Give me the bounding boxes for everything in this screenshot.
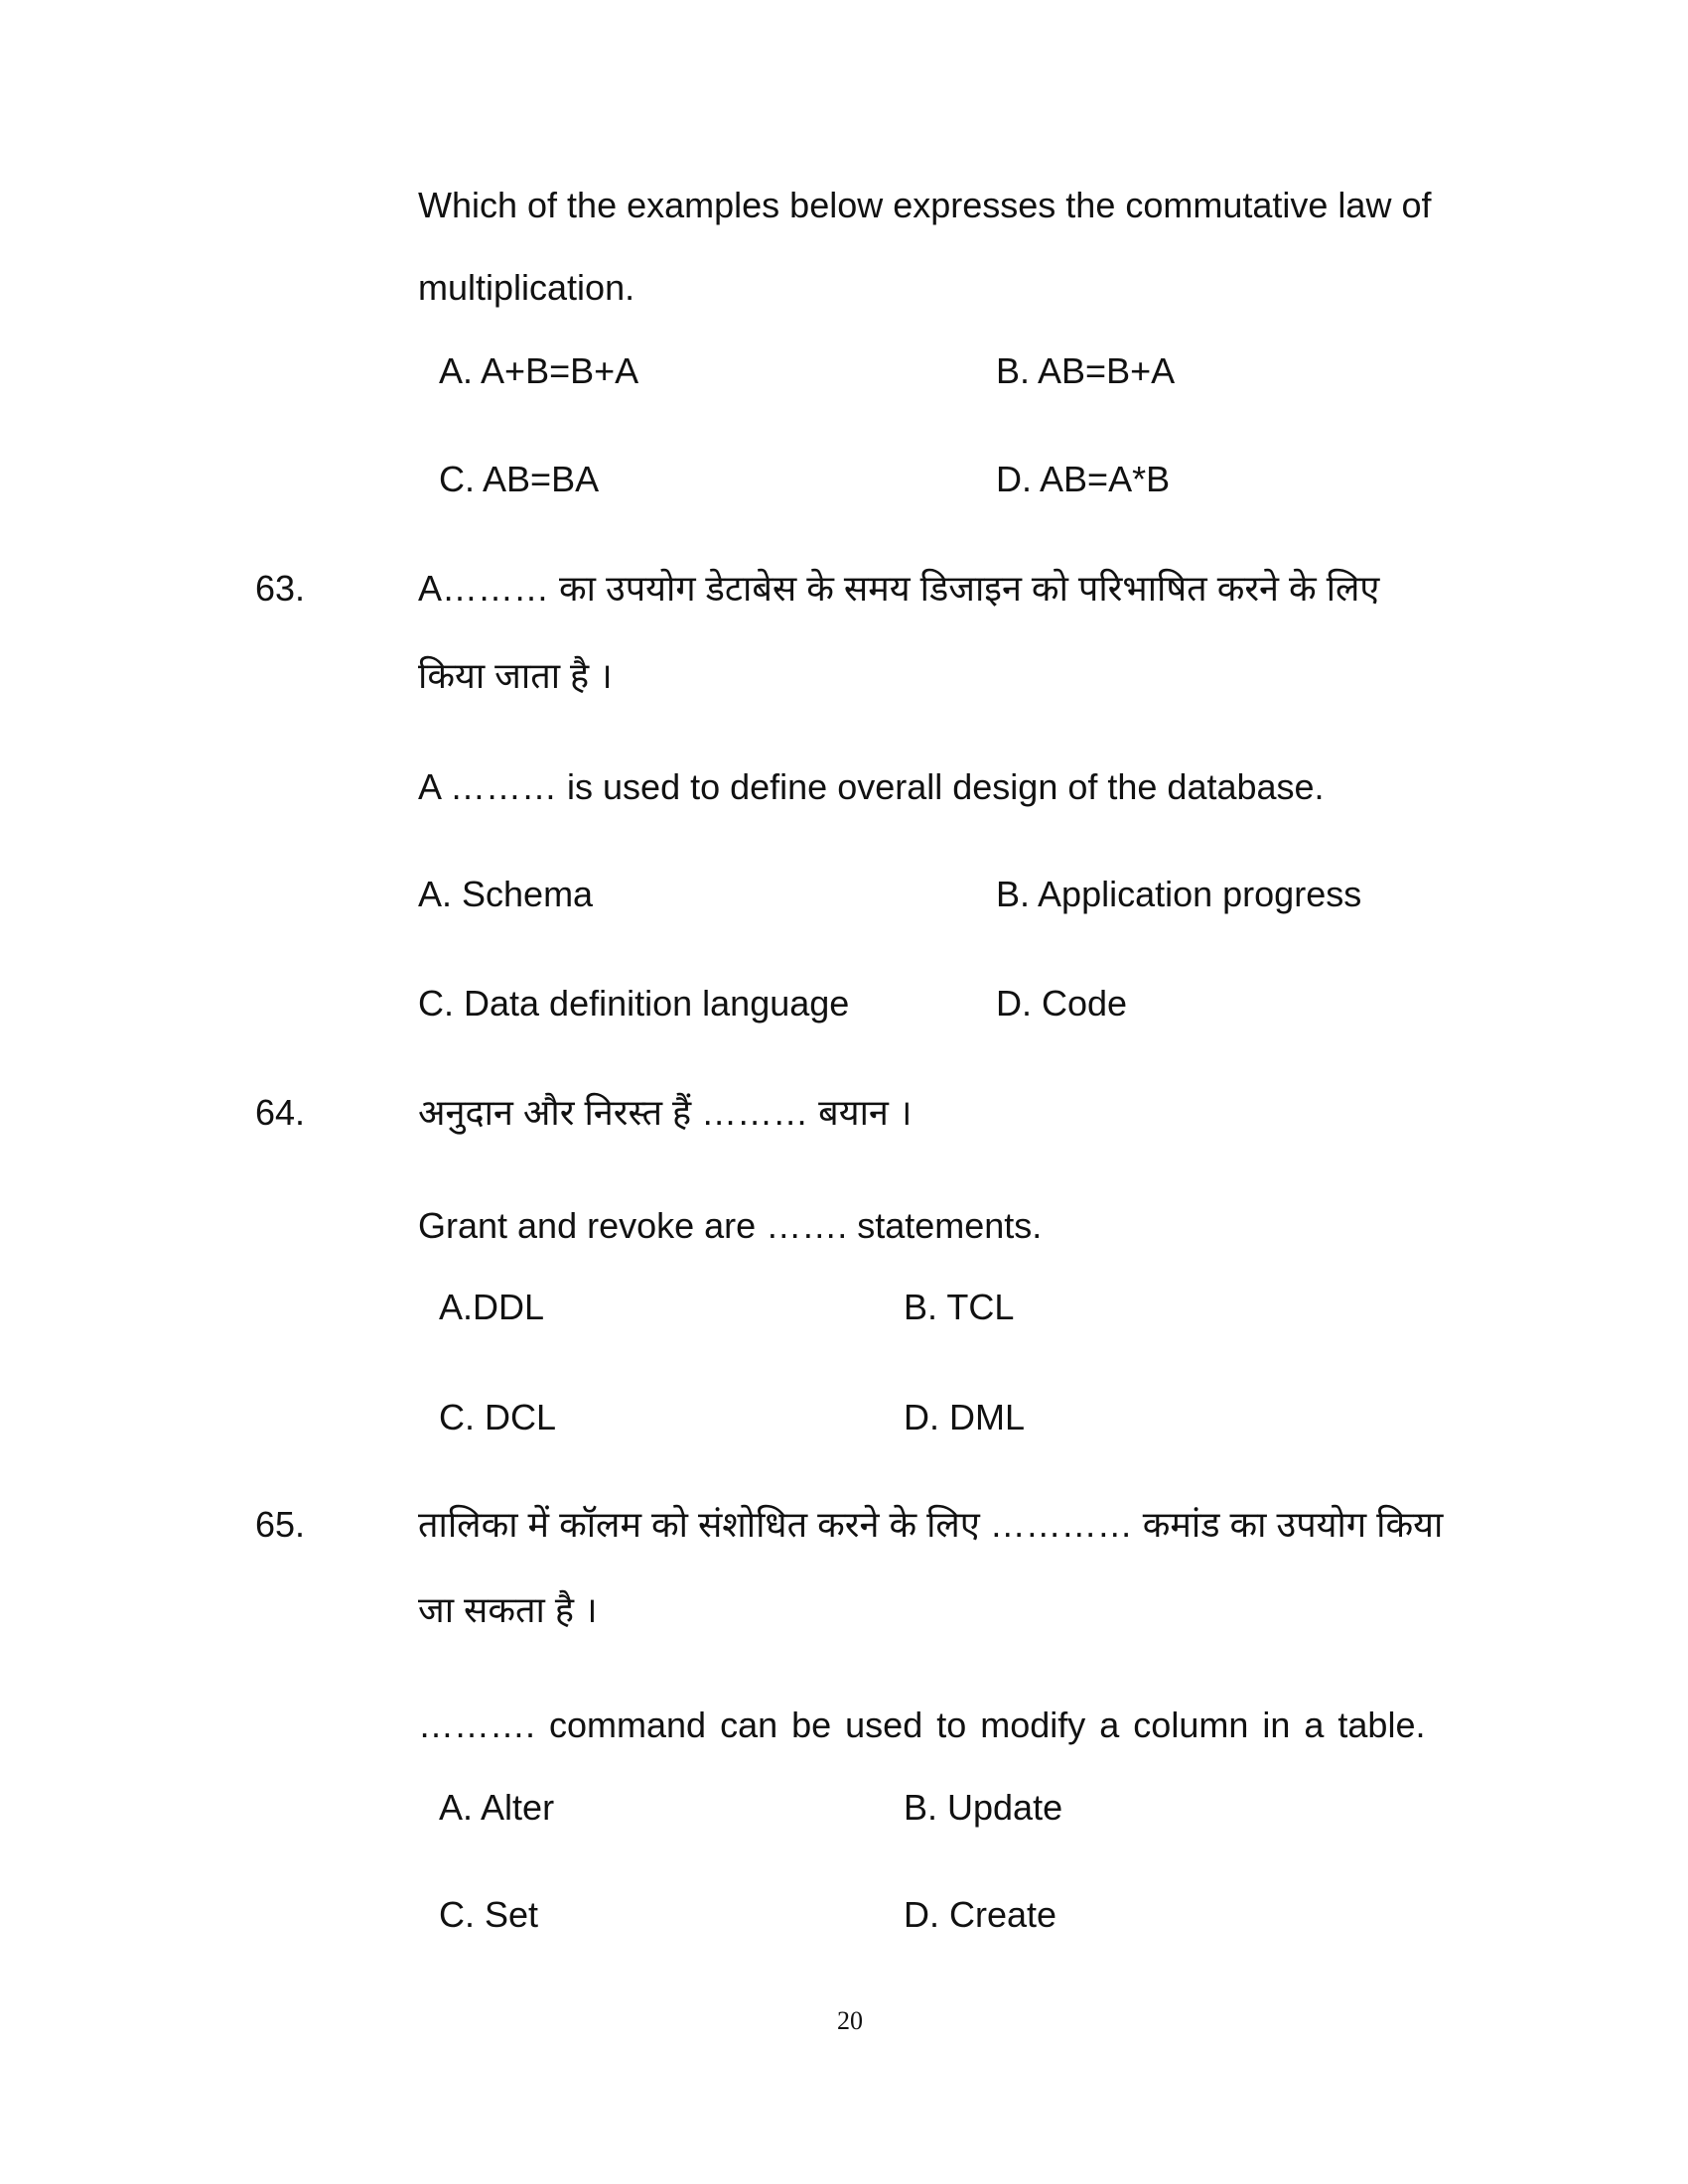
q63-option-c: C. Data definition language bbox=[418, 983, 850, 1024]
q62-text-line2: multiplication. bbox=[418, 267, 635, 308]
q65-hindi-line1: तालिका में कॉलम को संशोधित करने के लिए ………… कमांड का उपयोग किया bbox=[418, 1504, 1444, 1545]
q63-hindi-line1: A……… का उपयोग डेटाबेस के समय डिजाइन को परिभाषित करने के लिए bbox=[418, 568, 1380, 609]
q63-hindi-line2: किया जाता है । bbox=[418, 655, 613, 696]
q62-text-line1: Which of the examples below expresses the commutative law of bbox=[418, 185, 1432, 225]
q64-number: 64. bbox=[255, 1092, 306, 1133]
q65-hindi-line2: जा सकता है । bbox=[418, 1589, 598, 1630]
q62-option-c: C. AB=BA bbox=[439, 459, 600, 499]
q63-option-a: A. Schema bbox=[418, 874, 594, 914]
q63-option-b: B. Application progress bbox=[996, 874, 1362, 914]
q65-option-b: B. Update bbox=[904, 1787, 1063, 1828]
q64-option-b: B. TCL bbox=[904, 1287, 1015, 1327]
q62-option-d: D. AB=A*B bbox=[996, 459, 1171, 499]
q62-option-a: A. A+B=B+A bbox=[439, 350, 639, 391]
q65-option-a: A. Alter bbox=[439, 1787, 555, 1828]
q62-option-b: B. AB=B+A bbox=[996, 350, 1176, 391]
q64-option-c: C. DCL bbox=[439, 1397, 557, 1437]
page-number: 20 bbox=[837, 2006, 863, 2035]
q63-number: 63. bbox=[255, 568, 306, 609]
q63-option-d: D. Code bbox=[996, 983, 1128, 1024]
q63-english: A ……… is used to define overall design of the database. bbox=[418, 766, 1325, 807]
q65-english: ………. command can be used to modify a column in a table. bbox=[418, 1705, 1426, 1745]
q64-option-a: A.DDL bbox=[439, 1287, 545, 1327]
q65-number: 65. bbox=[255, 1504, 306, 1545]
q64-hindi: अनुदान और निरस्त हैं ……… बयान । bbox=[418, 1092, 913, 1133]
q65-option-c: C. Set bbox=[439, 1894, 539, 1935]
q64-english: Grant and revoke are ……. statements. bbox=[418, 1205, 1043, 1246]
q64-option-d: D. DML bbox=[904, 1397, 1026, 1437]
q65-option-d: D. Create bbox=[904, 1894, 1057, 1935]
